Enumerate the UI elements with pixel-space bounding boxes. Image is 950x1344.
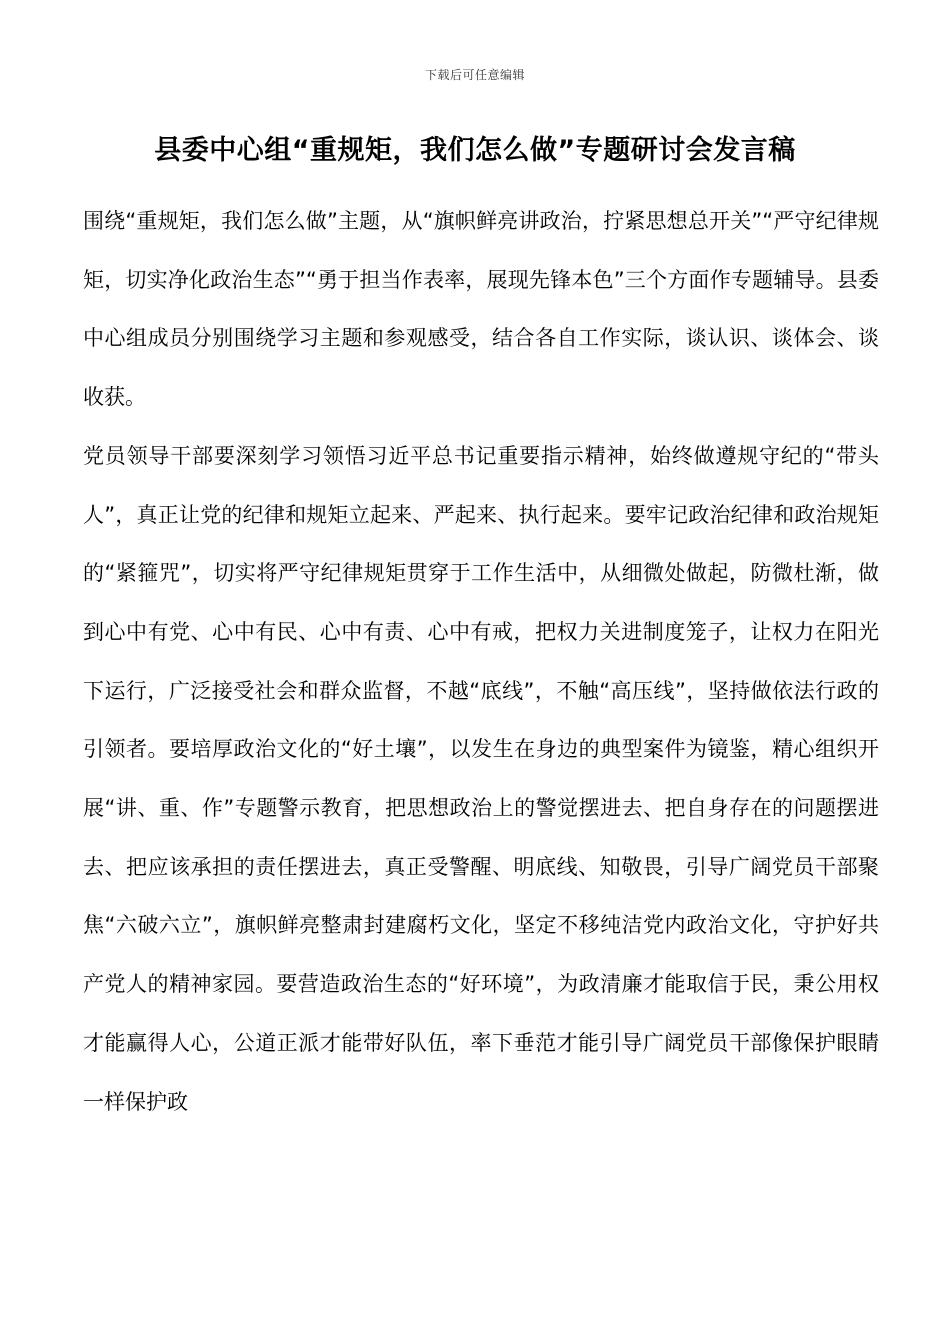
document-title: 县委中心组“重规矩，我们怎么做”专题研讨会发言稿	[154, 135, 796, 166]
document-body	[83, 192, 879, 1131]
paragraph-intro: 围绕“重规矩，我们怎么做”主题，从“旗帜鲜亮讲政治，拧紧思想总开关”“严守纪律规矩，切实净化政治生态”“勇于担当作表率，展现先锋本色”三个方面作专题辅导。县委中心组成员分别围绕学习主题和参观感受，结合各自工作实际，谈认识、谈体会、谈收获。	[83, 209, 879, 410]
paragraph-main: 党员领导干部要深刻学习领悟习近平总书记重要指示精神，始终做遵规守纪的“带头人”，真正让党的纪律和规矩立起来、严起来、执行起来。要牢记政治纪律和政治规矩的“紧箍咒”，切实将严守纪律规矩贯穿于工作生活中，从细微处做起，防微杜渐，做到心中有党、心中有民、心中有责、心中有戒，把权力关进制度笼子，让权力在阳光下运行，广泛接受社会和群众监督，不越“底线”，不触“高压线”，坚持做依法行政的引领者。要培厚政治文化的“好土壤”，以发生在身边的典型案件为镜鉴，精心组织开展“讲、重、作”专题警示教育，把思想政治上的警觉摆进去、把自身存在的问题摆进去、把应该承担的责任摆进去，真正受警醒、明底线、知敬畏，引导广阔党员干部聚焦“六破六立”，旗帜鲜亮整肃封建腐朽文化，坚定不移纯洁党内政治文化，守护好共产党人的精神家园。要营造政治生态的“好环境”，为政清廉才能取信于民，秉公用权才能赢得人心，公道正派才能带好队伍，率下垂范才能引导广阔党员干部像保护眼睛一样保护政	[83, 443, 879, 1114]
header-note: 下载后可任意编辑	[424, 68, 525, 82]
